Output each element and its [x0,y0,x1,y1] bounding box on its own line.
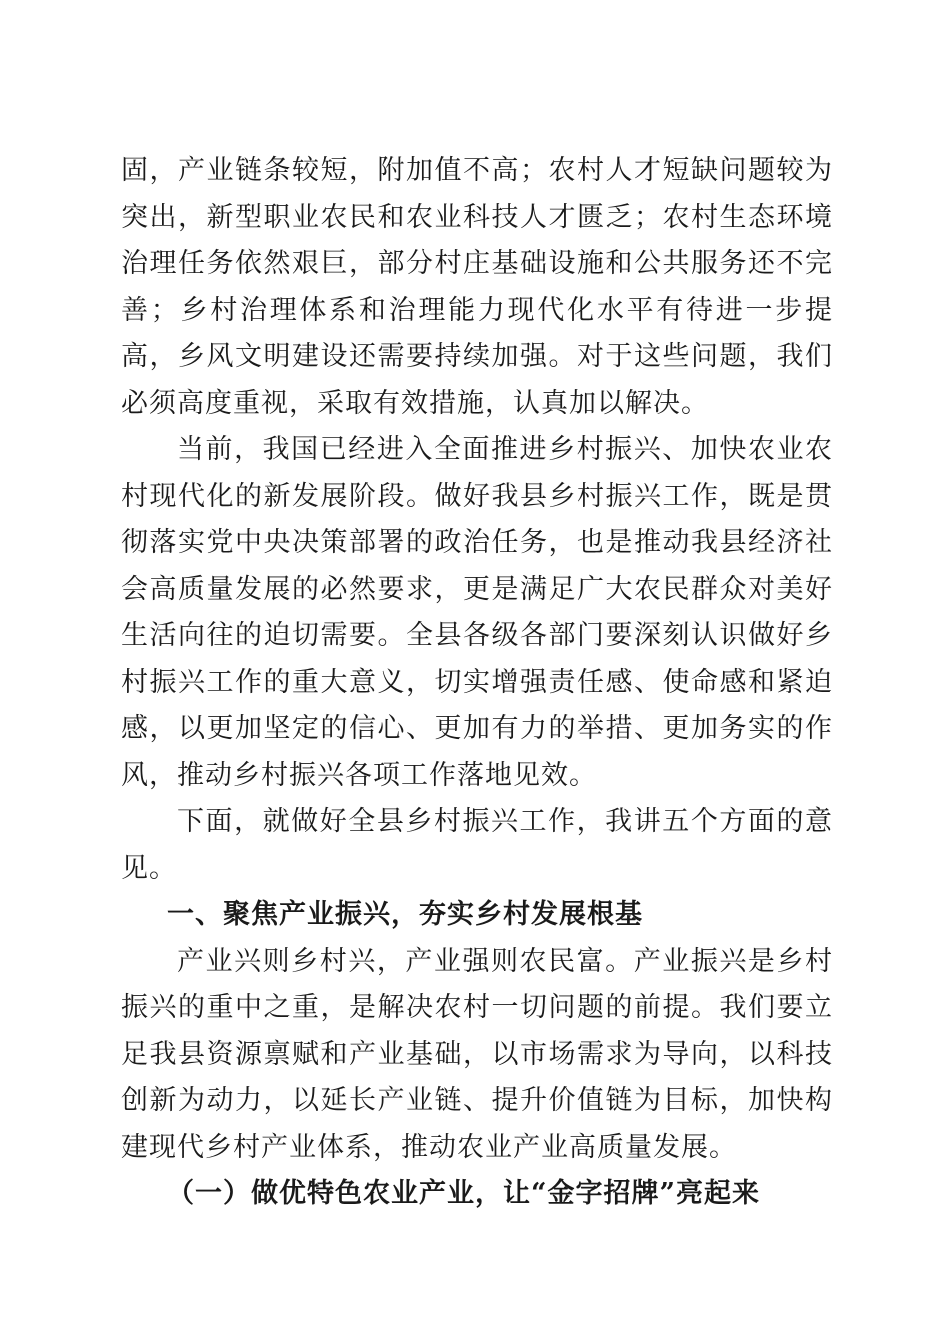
subsection-heading-1: （一）做优特色农业产业，让“金字招牌”亮起来 [167,1178,761,1209]
document-page [121,148,833,1218]
body-paragraph-industry: 产业兴则乡村兴，产业强则农民富。产业振兴是乡村振兴的重中之重，是解决农村一切问题的前提。我们要立足我县资源禀赋和产业基础，以市场需求为导向，以科技创新为动力，以延长产业链、提升价值链为目标，加快构建现代乡村产业体系，推动农业产业高质量发展。 [121,945,833,1163]
continued-paragraph: 固，产业链条较短，附加值不高；农村人才短缺问题较为突出，新型职业农民和农业科技人才匮乏；农村生态环境治理任务依然艰巨，部分村庄基础设施和公共服务还不完善；乡村治理体系和治理能力现代化水平有待进一步提高，乡风文明建设还需要持续加强。对于这些问题，我们必须高度重视，采取有效措施，认真加以解决。 [121,155,833,419]
body-paragraph-current-stage: 当前，我国已经进入全面推进乡村振兴、加快农业农村现代化的新发展阶段。做好我县乡村振兴工作，既是贯彻落实党中央决策部署的政治任务，也是推动我县经济社会高质量发展的必然要求，更是满足广大农民群众对美好生活向往的迫切需要。全县各级各部门要深刻认识做好乡村振兴工作的重大意义，切实增强责任感、使命感和紧迫感，以更加坚定的信心、更加有力的举措、更加务实的作风，推动乡村振兴各项工作落地见效。 [121,434,833,791]
section-heading-1: 一、聚焦产业振兴，夯实乡村发展根基 [167,899,643,930]
body-paragraph-intro: 下面，就做好全县乡村振兴工作，我讲五个方面的意见。 [121,806,833,884]
